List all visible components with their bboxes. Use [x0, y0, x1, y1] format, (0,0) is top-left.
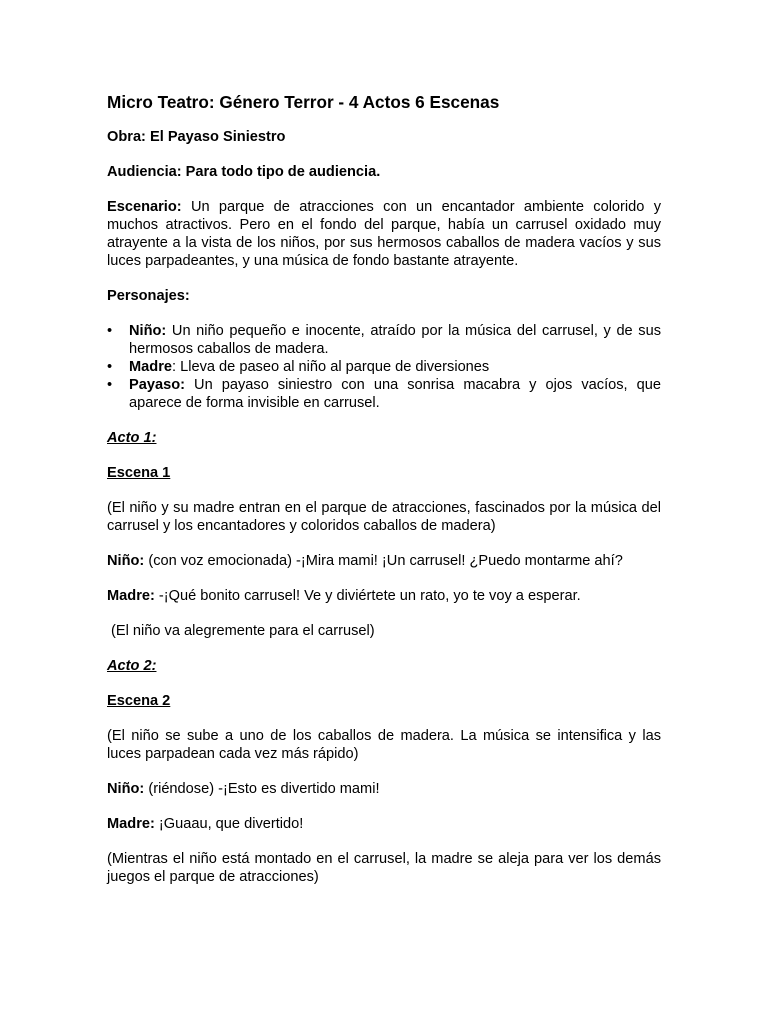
dialogue-text: -¡Qué bonito carrusel! Ve y diviértete un rato, yo te voy a esperar.: [154, 588, 581, 604]
dialogue-line: [107, 552, 661, 570]
character-item-payaso: [107, 376, 661, 412]
speaker-name: Niño:: [107, 553, 145, 569]
character-desc: : Lleva de paseo al niño al parque de diversiones: [171, 359, 490, 375]
speaker-name: Madre:: [107, 816, 155, 832]
act-2-label: Acto 2:: [107, 658, 157, 674]
character-name: Madre: [129, 359, 172, 375]
character-name: Niño:: [129, 323, 167, 339]
setting-label: Escenario:: [107, 199, 182, 215]
character-item-madre: [107, 358, 661, 376]
act-2-heading: [107, 657, 661, 675]
play-title: Obra: El Payaso Siniestro: [107, 129, 286, 145]
speaker-name: Niño:: [107, 781, 145, 797]
dialogue-text: ¡Guaau, que divertido!: [154, 816, 304, 832]
dialogue-line: [107, 780, 661, 798]
setting-text: Un parque de atracciones con un encantador ambiente colorido y muchos atractivos. Pero en el fondo del parque, había un carrusel oxidado muy atrayente a la vista de los niños, por sus hermosos caballos de madera vacíos y sus luces parpadeantes, y una música de fondo bastante atrayente.: [107, 199, 661, 269]
stage-direction: (El niño va alegremente para el carrusel): [111, 623, 375, 639]
dialogue-line: [107, 815, 661, 833]
dialogue-text: (riéndose) -¡Esto es divertido mami!: [144, 781, 380, 797]
act-1-heading: [107, 429, 661, 447]
scene-1-label: Escena 1: [107, 465, 171, 481]
character-desc: Un niño pequeño e inocente, atraído por la música del carrusel, y de sus hermosos caballos de madera.: [129, 323, 661, 357]
characters-heading: Personajes:: [107, 288, 190, 304]
character-item-nino: [107, 322, 661, 358]
stage-direction: (Mientras el niño está montado en el carrusel, la madre se aleja para ver los demás juegos el parque de atracciones): [107, 851, 661, 885]
audience-line: Audiencia: Para todo tipo de audiencia.: [107, 164, 381, 180]
speaker-name: Madre:: [107, 588, 155, 604]
scene-2-heading: [107, 692, 661, 710]
setting-paragraph: [107, 198, 661, 270]
document-title: Micro Teatro: Género Terror - 4 Actos 6 Escenas: [107, 92, 500, 112]
stage-direction: (El niño y su madre entran en el parque de atracciones, fascinados por la música del carrusel y los encantadores y coloridos caballos de madera): [107, 500, 661, 534]
dialogue-line: [107, 587, 661, 605]
scene-1-heading: [107, 464, 661, 482]
stage-direction: (El niño se sube a uno de los caballos de madera. La música se intensifica y las luces parpadean cada vez más rápido): [107, 728, 661, 762]
character-name: Payaso:: [129, 377, 185, 393]
dialogue-text: (con voz emocionada) -¡Mira mami! ¡Un carrusel! ¿Puedo montarme ahí?: [144, 553, 623, 569]
character-desc: Un payaso siniestro con una sonrisa macabra y ojos vacíos, que aparece de forma invisible en carrusel.: [129, 377, 661, 411]
scene-2-label: Escena 2: [107, 693, 171, 709]
act-1-label: Acto 1:: [107, 430, 157, 446]
characters-list: [107, 322, 661, 412]
